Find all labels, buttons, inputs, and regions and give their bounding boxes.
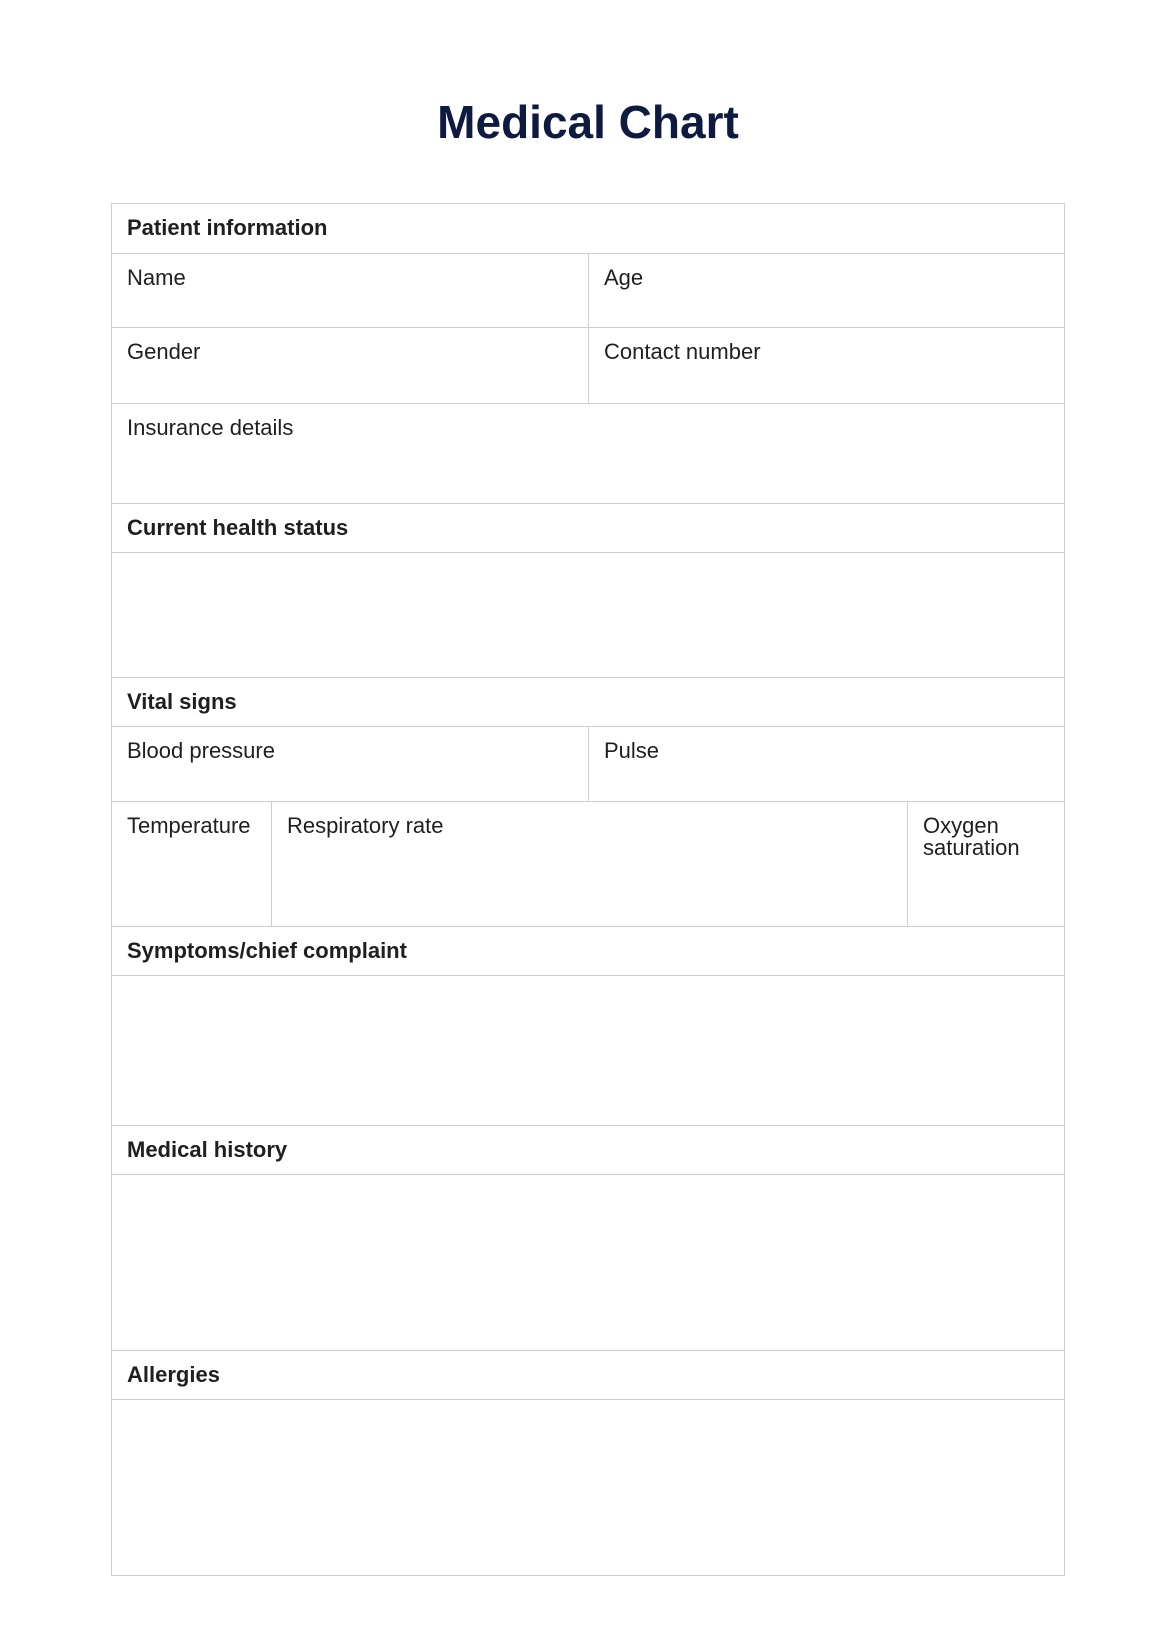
current-health-status-field[interactable]	[112, 553, 1064, 677]
blood-pressure-pulse-row	[112, 726, 1064, 801]
respiratory-rate-field[interactable]: Respiratory rate	[271, 802, 907, 926]
contact-number-field[interactable]: Contact number	[588, 328, 1064, 403]
pulse-field[interactable]: Pulse	[588, 727, 1064, 801]
temperature-respiratory-oxygen-row	[112, 801, 1064, 926]
medical-history-header: Medical history	[127, 1137, 288, 1162]
blood-pressure-field[interactable]: Blood pressure	[127, 738, 275, 763]
symptoms-area-row	[112, 975, 1064, 1125]
symptoms-header-row	[112, 926, 1064, 975]
medical-history-field[interactable]	[112, 1175, 1064, 1350]
vital-signs-header: Vital signs	[127, 689, 237, 714]
page-title: Medical Chart	[437, 96, 739, 148]
oxygen-saturation-field[interactable]: Oxygen saturation	[907, 802, 1064, 926]
name-age-row	[112, 253, 1064, 327]
current-health-status-area-row	[112, 552, 1064, 677]
patient-information-header: Patient information	[127, 215, 328, 240]
current-health-status-header-row	[112, 503, 1064, 552]
allergies-header-row	[112, 1350, 1064, 1399]
symptoms-header: Symptoms/chief complaint	[127, 938, 407, 963]
gender-field[interactable]: Gender	[127, 339, 201, 364]
current-health-status-header: Current health status	[127, 515, 349, 540]
gender-contact-row	[112, 327, 1064, 403]
insurance-row	[112, 403, 1064, 503]
name-field[interactable]: Name	[127, 265, 186, 290]
medical-chart-form	[111, 203, 1065, 1576]
temperature-field[interactable]: Temperature	[127, 813, 251, 838]
medical-history-area-row	[112, 1174, 1064, 1350]
allergies-field[interactable]	[112, 1400, 1064, 1575]
allergies-header: Allergies	[127, 1362, 220, 1387]
symptoms-field[interactable]	[112, 976, 1064, 1125]
patient-information-header-row	[112, 204, 1064, 253]
vital-signs-header-row	[112, 677, 1064, 726]
medical-history-header-row	[112, 1125, 1064, 1174]
allergies-area-row	[112, 1399, 1064, 1575]
age-field[interactable]: Age	[588, 254, 1064, 327]
insurance-details-field[interactable]: Insurance details	[127, 415, 294, 440]
